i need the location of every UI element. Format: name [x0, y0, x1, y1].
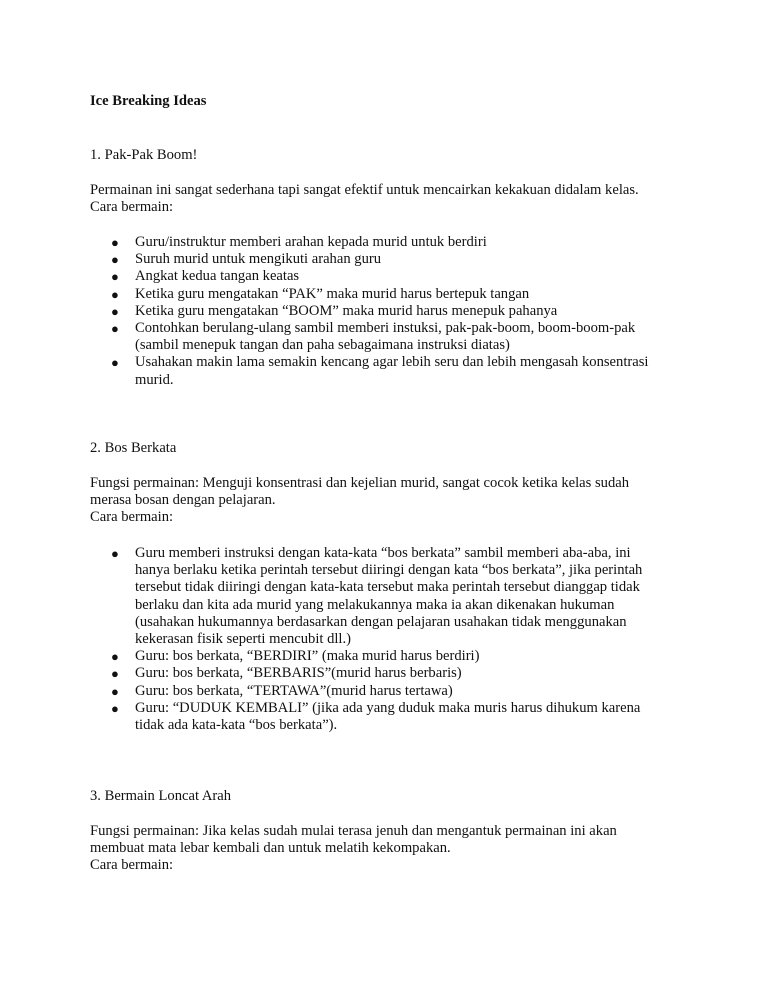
bullet-icon: ●	[111, 683, 119, 699]
section-3-intro-line: Cara bermain:	[90, 857, 174, 874]
section-2-intro-line: merasa bosan dengan pelajaran.	[90, 492, 276, 509]
list-item-text: Guru: “DUDUK KEMBALI” (jika ada yang duduk maka muris harus dihukum karena	[135, 699, 641, 716]
list-item-text: Angkat kedua tangan keatas	[135, 268, 300, 285]
list-item-text: Guru memberi instruksi dengan kata-kata “bos berkata” sambil memberi aba-aba, ini	[135, 545, 631, 561]
list-item-text: (sambil menepuk tangan dan paha sebagaimana instruksi diatas)	[135, 337, 510, 354]
bullet-icon: ●	[111, 252, 119, 268]
bullet-icon: ●	[111, 355, 119, 371]
list-item-text: murid.	[135, 371, 174, 388]
section-1-intro-line: Permainan ini sangat sederhana tapi sangat efektif untuk mencairkan kekakuan didalam kelas.	[90, 182, 639, 198]
list-item	[90, 354, 690, 388]
list-item	[90, 268, 690, 285]
bullet-icon: ●	[111, 700, 119, 716]
bullet-icon: ●	[111, 286, 119, 302]
section-1-intro-line: Cara bermain:	[90, 199, 174, 216]
bullet-icon: ●	[111, 546, 119, 561]
list-item-text: Ketika guru mengatakan “PAK” maka murid harus bertepuk tangan	[135, 285, 530, 302]
list-item	[90, 303, 690, 320]
list-item	[90, 665, 690, 682]
section-2-intro-line: Fungsi permainan: Menguji konsentrasi dan kejelian murid, sangat cocok ketika kelas sudah	[90, 475, 630, 491]
list-item-text: Suruh murid untuk mengikuti arahan guru	[135, 251, 382, 268]
list-item-text: (usahakan hukumannya berdasarkan dengan pelajaran usahakan tidak menggunakan	[135, 613, 627, 630]
bullet-icon: ●	[111, 321, 119, 337]
list-item-text: Guru: bos berkata, “TERTAWA”(murid harus tertawa)	[135, 682, 453, 699]
section-1-bullet-list	[90, 234, 690, 389]
list-item	[90, 648, 690, 665]
section-3-intro	[90, 823, 690, 875]
list-item	[90, 286, 690, 303]
bullet-icon: ●	[111, 303, 119, 319]
section-3-intro-line: Fungsi permainan: Jika kelas sudah mulai terasa jenuh dan mengantuk permainan ini akan	[90, 823, 617, 839]
list-item	[90, 234, 690, 251]
list-item-text: Ketika guru mengatakan “BOOM” maka murid harus menepuk pahanya	[135, 302, 558, 319]
bullet-icon: ●	[111, 666, 119, 682]
list-item-text: Guru: bos berkata, “BERBARIS”(murid harus berbaris)	[135, 665, 462, 682]
list-item-text: Guru: bos berkata, “BERDIRI” (maka murid harus berdiri)	[135, 648, 480, 665]
list-item-text: tersebut tidak diiringi dengan kata-kata tersebut maka perintah tersebut dianggap tidak	[135, 579, 640, 596]
list-item-text: Contohkan berulang-ulang sambil memberi instuksi, pak-pak-boom, boom-boom-pak	[135, 320, 636, 337]
bullet-icon: ●	[111, 235, 119, 250]
section-2-heading: 2. Bos Berkata	[90, 440, 177, 456]
document-title: Ice Breaking Ideas	[90, 93, 207, 109]
list-item-text: kekerasan fisik seperti mencubit dll.)	[135, 631, 351, 648]
section-1-intro	[90, 182, 690, 216]
list-item-text: Usahakan makin lama semakin kencang agar lebih seru dan lebih mengasah konsentrasi	[135, 354, 649, 371]
list-item-text: hanya berlaku ketika perintah tersebut diiringi dengan kata “bos berkata”, jika perintah	[135, 562, 643, 579]
section-3-intro-line: membuat mata lebar kembali dan untuk melatih kekompakan.	[90, 840, 451, 857]
bullet-icon: ●	[111, 269, 119, 285]
list-item	[90, 700, 690, 734]
list-item	[90, 320, 690, 354]
section-1-heading: 1. Pak-Pak Boom!	[90, 147, 198, 163]
section-2-bullet-list	[90, 545, 690, 734]
section-2-intro-line: Cara bermain:	[90, 509, 174, 526]
section-3-heading: 3. Bermain Loncat Arah	[90, 788, 232, 804]
list-item	[90, 251, 690, 268]
list-item	[90, 545, 690, 648]
bullet-icon: ●	[111, 649, 119, 665]
list-item-text: Guru/instruktur memberi arahan kepada murid untuk berdiri	[135, 234, 487, 250]
list-item-text: berlaku dan kita ada murid yang melakukannya maka ia akan dikenakan hukuman	[135, 596, 615, 613]
list-item	[90, 683, 690, 700]
section-2-intro	[90, 475, 690, 527]
list-item-text: tidak ada kata-kata “bos berkata”).	[135, 717, 338, 734]
